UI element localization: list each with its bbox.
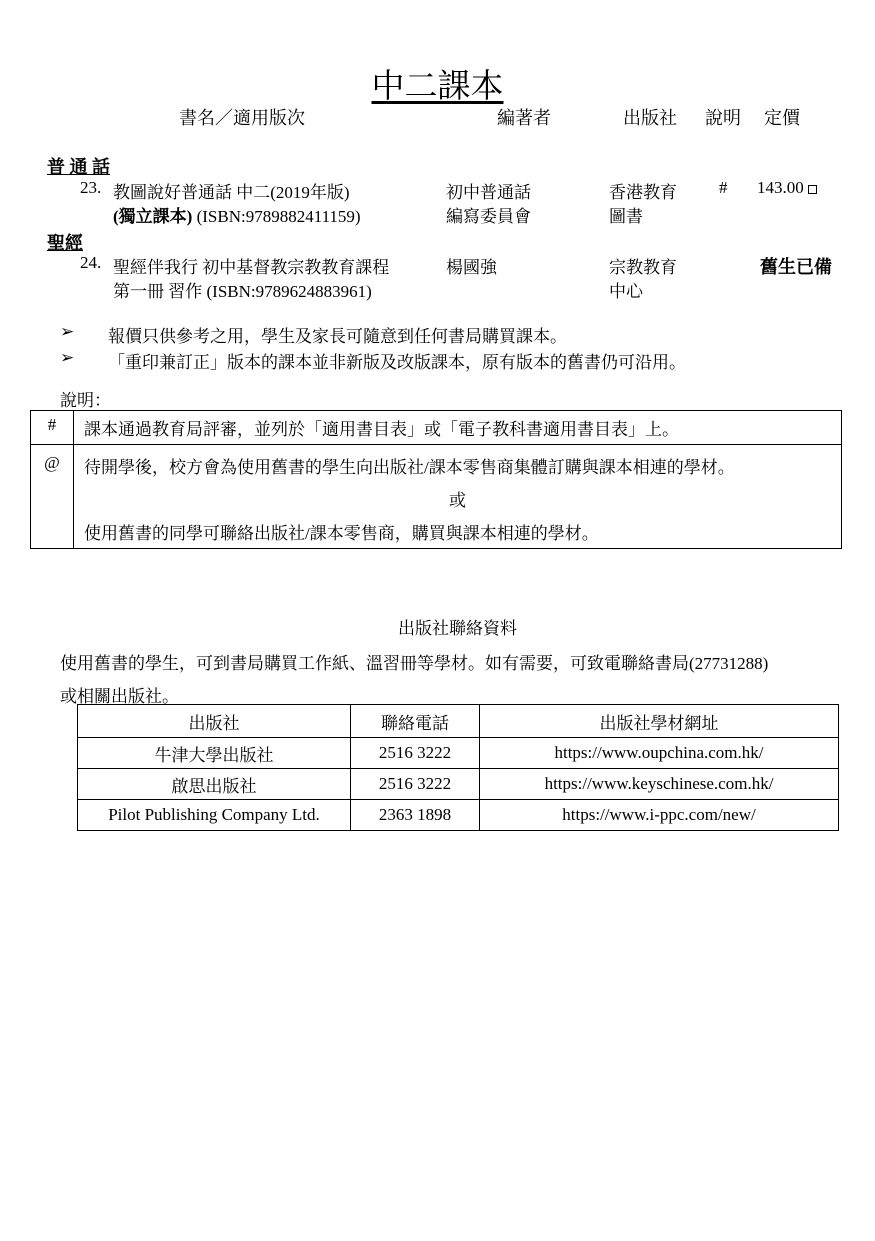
item-isbn: (ISBN:9789882411159) <box>192 207 361 226</box>
publisher-phone: 2516 3222 <box>351 738 480 769</box>
item-title: 聖經伴我行 初中基督教宗教教育課程 <box>113 258 390 277</box>
publisher-name: 牛津大學出版社 <box>78 738 351 769</box>
item-price <box>757 178 817 198</box>
publisher-url: https://www.oupchina.com.hk/ <box>480 738 839 769</box>
publisher-phone: 2516 3222 <box>351 769 480 800</box>
checkbox-icon <box>808 185 817 194</box>
explain-table <box>30 410 842 549</box>
item-edition-tag: (獨立課本) <box>113 207 193 226</box>
explain-symbol: # <box>31 411 74 445</box>
table-row <box>31 411 842 445</box>
publisher-url: https://www.i-ppc.com/new/ <box>480 800 839 831</box>
table-header-row <box>78 705 839 738</box>
item-title-line2 <box>113 202 361 227</box>
item-publisher-line2: 圖書 <box>609 207 643 226</box>
publisher-phone: 2363 1898 <box>351 800 480 831</box>
publisher-name: 啟思出版社 <box>78 769 351 800</box>
explain-cell <box>74 445 842 549</box>
column-header: 出版社 <box>78 705 351 738</box>
item-title-line2: 第一冊 習作 (ISBN:9789624883961) <box>113 282 372 301</box>
table-row <box>78 738 839 769</box>
bullet-arrow-icon: ➢ <box>60 322 75 341</box>
table-row <box>31 445 842 549</box>
explain-text: 使用舊書的同學可聯絡出版社/課本零售商，購買與課本相連的學材。 <box>84 524 599 543</box>
column-header: 出版社學材網址 <box>480 705 839 738</box>
item-number: 23. <box>80 178 102 197</box>
item-number: 24. <box>80 253 102 272</box>
item-author: 楊國強 <box>446 258 497 277</box>
publisher-name: Pilot Publishing Company Ltd. <box>78 800 351 831</box>
col-header-book: 書名／適用版次 <box>179 108 305 128</box>
col-header-author: 編著者 <box>497 108 551 128</box>
publisher-table <box>77 704 839 831</box>
bullet-text: 「重印兼訂正」版本的課本並非新版及改版課本，原有版本的舊書仍可沿用。 <box>108 353 686 372</box>
item-note-symbol: # <box>719 178 728 197</box>
explain-text: 課本通過教育局評審，並列於「適用書目表」或「電子教科書適用書目表」上。 <box>74 411 842 445</box>
item-author: 初中普通話 <box>446 183 531 202</box>
col-header-note: 說明 <box>705 108 741 128</box>
explain-symbol: @ <box>31 445 74 549</box>
bullet-arrow-icon: ➢ <box>60 348 75 367</box>
table-row <box>78 800 839 831</box>
column-header: 聯絡電話 <box>351 705 480 738</box>
col-header-price: 定價 <box>764 108 800 128</box>
publisher-url: https://www.keyschinese.com.hk/ <box>480 769 839 800</box>
explain-text: 待開學後，校方會為使用舊書的學生向出版社/課本零售商集體訂購與課本相連的學材。 <box>84 458 735 477</box>
explain-or: 或 <box>449 491 466 510</box>
item-title: 教圖說好普通話 中二(2019年版) <box>113 183 350 202</box>
item-author-line2: 編寫委員會 <box>446 207 531 226</box>
bullet-text: 報價只供參考之用，學生及家長可隨意到任何書局購買課本。 <box>108 327 567 346</box>
item-publisher: 宗教教育 <box>609 258 677 277</box>
table-row <box>78 769 839 800</box>
item-price-value: 143.00 <box>757 178 804 197</box>
explain-label: 說明： <box>60 391 111 410</box>
page-title: 中二課本 <box>371 69 504 105</box>
contact-paragraph-line2: 或相關出版社。 <box>60 687 179 706</box>
col-header-publisher: 出版社 <box>623 108 677 128</box>
contact-paragraph: 使用舊書的學生，可到書局購買工作紙、溫習冊等學材。如有需要，可致電聯絡書局(27731288) <box>60 654 769 673</box>
section-heading-putonghua: 普 通 話 <box>47 157 110 177</box>
contact-heading: 出版社聯絡資料 <box>398 619 517 638</box>
item-status: 舊生已備 <box>760 257 832 277</box>
section-heading-bible: 聖經 <box>47 233 83 253</box>
item-publisher-line2: 中心 <box>609 282 643 301</box>
item-publisher: 香港教育 <box>609 183 677 202</box>
